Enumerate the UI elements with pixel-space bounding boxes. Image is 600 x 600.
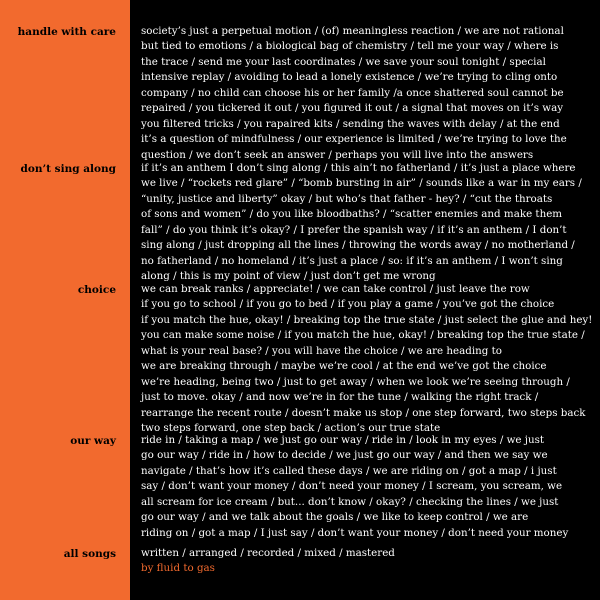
song-title: our way [70,435,116,447]
lyric-line: two steps forward, one step back / action’s our true state [141,422,441,435]
lyric-line: you filtered tricks / you rapaired kits / sending the waves with delay / at the end [141,117,560,130]
lyric-line: we live / “rockets red glare” / “bomb bursting in air” / sounds like a war in my ears / [141,177,582,190]
lyric-line: of sons and women” / do you like bloodbaths? / “scatter enemies and make them [141,208,563,221]
lyric-line: navigate / that’s how it’s called these days / we are riding on / got a map / i just [141,464,557,477]
lyric-line: what is your real base? / you will have the choice / we are heading to [141,344,502,357]
lyric-line: we’re heading, being two / just to get away / when we look we’re seeing through / [141,375,570,388]
song-lyrics [141,24,593,163]
lyric-line: just to move. okay / and now we’re in for the tune / walking the right track / [141,391,539,404]
lyric-line: if you go to school / if you go to bed / if you play a game / you’ve got the choice [141,298,555,311]
lyric-line: all scream for ice cream / but... don’t know / okay? / checking the lines / we just [141,495,559,508]
lyric-line: you can make some noise / if you match the hue, okay! / breaking top the true state / [141,329,585,342]
song-title: don’t sing along [20,163,116,175]
credits-line: written / arranged / recorded / mixed / mastered [141,547,395,559]
lyric-line: rearrange the recent route / doesn’t make us stop / one step forward, two steps back [141,406,586,419]
lyric-line: go our way / and we talk about the goals / we like to keep control / we are [141,511,529,524]
credits-text [141,546,593,577]
lyric-line: the trace / send me your last coordinates / we save your soul tonight / special [141,55,546,68]
orange-sidebar-panel [0,0,130,600]
song-title: handle with care [17,26,116,38]
lyric-line: riding on / got a map / I just say / don’t want your money / don’t need your money [141,526,569,539]
lyric-line: “unity, justice and liberty” okay / but who’s that father - hey? / “cut the throats [141,192,553,205]
lyric-line: we are breaking through / maybe we’re cool / at the end we’ve got the choice [141,360,547,373]
song-lyrics [141,282,593,437]
lyric-line: but tied to emotions / a biological bag of chemistry / tell me your way / where is [141,40,559,53]
song-lyrics [141,161,593,285]
lyric-line: repaired / you tickered it out / you figured it out / a signal that moves on it’s way [141,102,564,115]
credits-title: all songs [63,548,116,560]
lyric-line: go our way / ride in / how to decide / we just go our way / and then we say we [141,449,548,462]
song-title: choice [77,284,116,296]
lyric-line: ride in / taking a map / we just go our way / ride in / look in my eyes / we just [141,434,545,446]
lyric-line: question / we don’t seek an answer / perhaps you will live into the answers [141,148,534,161]
lyric-line: society’s just a perpetual motion / (of) meaningless reaction / we are not rational [141,25,564,37]
lyric-line: no fatherland / no homeland / it’s just a place / so: if it’s an anthem / I won’t sing [141,254,563,267]
lyric-line: fall” / do you think it’s okay? / I prefer the spanish way / if it’s an anthem / I don’t [141,223,567,236]
lyric-line: intensive replay / avoiding to lead a lonely existence / we’re trying to cling onto [141,71,558,84]
lyric-line: we can break ranks / appreciate! / we can take control / just leave the row [141,283,530,295]
artist-credit: by fluid to gas [141,562,215,575]
lyric-line: if it’s an anthem I don’t sing along / this ain’t no fatherland / it’s just a place where [141,162,576,174]
song-lyrics [141,433,593,541]
lyric-line: along / this is my point of view / just don’t get me wrong [141,270,436,283]
lyric-line: if you match the hue, okay! / breaking top the true state / just select the glue and hey! [141,313,593,326]
lyric-line: sing along / just dropping all the lines / throwing the words away / no motherland / [141,239,575,252]
lyric-line: say / don’t want your money / don’t need your money / I scream, you scream, we [141,480,563,493]
lyric-line: company / no child can choose his or her family /a once shattered soul cannot be [141,86,564,99]
lyric-line: it’s a question of mindfulness / our experience is limited / we’re trying to love the [141,133,567,146]
